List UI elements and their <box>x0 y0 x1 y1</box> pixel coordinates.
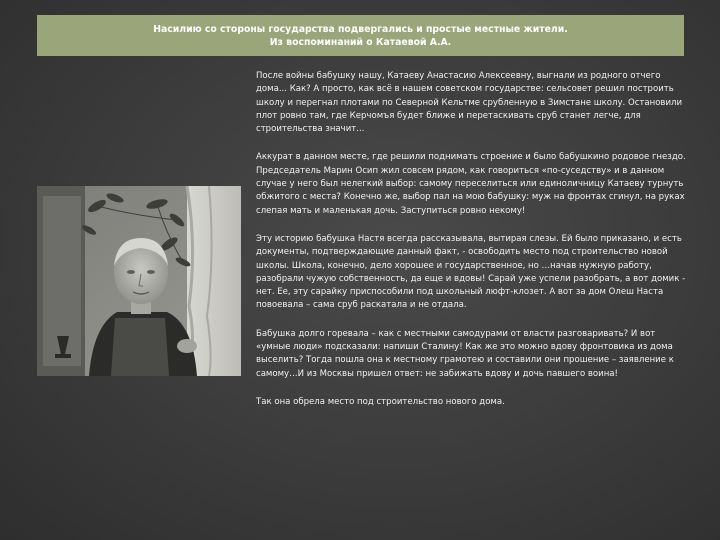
memoir-text <box>256 70 690 424</box>
title-line-2: Из воспоминаний о Катаевой А.А. <box>269 37 452 48</box>
title-banner <box>37 15 684 56</box>
portrait-photo-image <box>37 186 241 376</box>
paragraph-5: Так она обрела место под строительство нового дома. <box>256 396 505 407</box>
paragraph-1: После войны бабушку нашу, Катаеву Анастасию Алексеевну, выгнали из родного отчего дома... Как? А просто, как всё в нашем советском государстве: сельсовет решил построить школу и перегнал плотами по Северной Кельтме срубленную в Зимстане школу. Остановили плот ровно там, где Керчомъя будет ближе и перетаскивать сруб станет легче, для строительства значит... <box>256 71 683 135</box>
paragraph-4: Бабушка долго горевала – как с местными самодурами от власти разговаривать? И вот «умные люди» подсказали: напиши Сталину! Как же это можно вдову фронтовика из дома выселить? Тогда пошла она к местному грамотею и составили они прошение – заявление к самому…И из Москвы пришел ответ: не забижать вдову и дочь павшего воина! <box>256 328 674 379</box>
paragraph-2: Аккурат в данном месте, где решили поднимать строение и было бабушкино родовое гнездо. Председатель Марин Осип жил совсем рядом, как говориться «по-суседству» и в данном случае у него был нелегкий выбор: самому переселиться или единоличницу Катаеву турнуть обжитого с места? Конечно же, выбор пал на мою бабушку: муж на фронтах сгинул, на руках слепая мать и маленькая дочь. Заступиться ровно некому! <box>256 152 686 216</box>
paragraph-3: Эту историю бабушка Настя всегда рассказывала, вытирая слезы. Ей было приказано, и есть документы, подтверждающие данный факт, - освободить место под строительство новой школы. Школа, конечно, дело хорошее и государственное, но …начав нужную работу, разобрали чужую собственность, да еще и вдовы! Сарай уже успели разобрать, а вот домик - нет. Ее, эту сарайку приспособили под школьный люфт-клозет. А вот за дом Олеш Наста повоевала – сама сруб раскатала и не отдала. <box>256 233 686 311</box>
portrait-photo <box>37 186 241 376</box>
title-line-1: Насилию со стороны государства подвергались и простые местные жители. <box>153 24 568 35</box>
